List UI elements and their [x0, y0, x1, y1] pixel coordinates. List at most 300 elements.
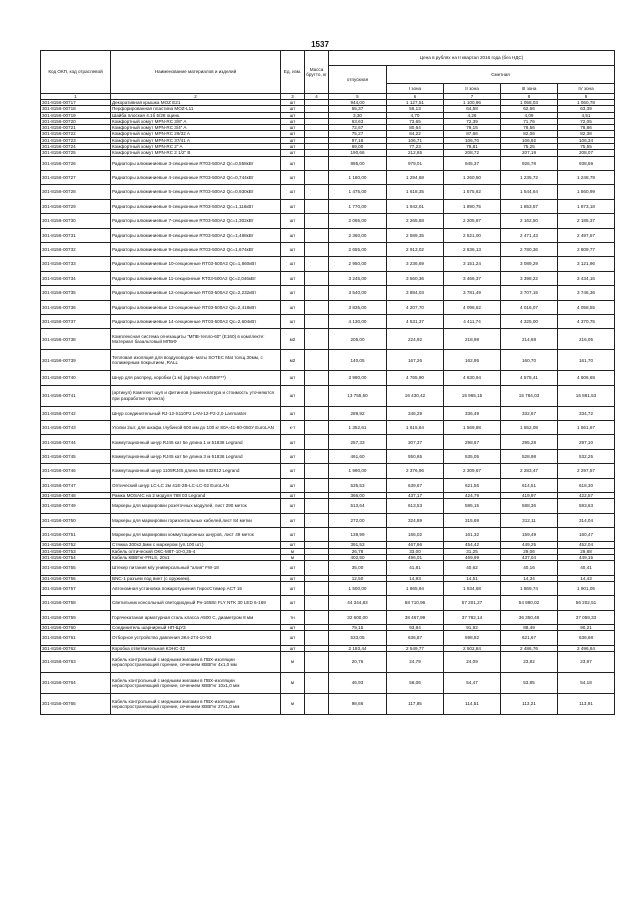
header-mass: Масса брутто, кг — [305, 51, 329, 94]
cell-price: 454,42 — [444, 542, 501, 548]
cell-name: Радиаторы алюминиевые 11-секционные RT03-500A2 Qc=2,046кВт — [111, 271, 281, 285]
cell-name: Автономная установка пожаротушения ГиросСтимер АСТ 15 — [111, 581, 281, 595]
cell-price: 461,60 — [329, 449, 387, 463]
cell-price: 97,18 — [329, 137, 387, 143]
cell-price: 4 207,70 — [387, 300, 444, 314]
cell-price: 3 236,69 — [387, 257, 444, 271]
cell-price: 449,25 — [501, 542, 558, 548]
cell-price: 1 575,62 — [444, 185, 501, 199]
cell-price: 314,04 — [558, 513, 615, 527]
table-row — [41, 528, 615, 542]
cell-price: 614,51 — [501, 478, 558, 492]
cell-price: 218,98 — [444, 329, 501, 350]
cell-price: 15 881,53 — [558, 385, 615, 406]
cell-price: 58 710,96 — [387, 596, 444, 610]
cell-mass — [305, 371, 329, 385]
cell-price: 452,04 — [558, 542, 615, 548]
cell-unit: шт — [281, 542, 305, 548]
header-zone-2: II зона — [444, 84, 501, 94]
cell-name: BNC-1 разъем под винт (с оружием). — [111, 575, 281, 581]
cell-price: 4,51 — [558, 112, 615, 118]
cell-unit: шт — [281, 144, 305, 150]
cell-price: 4 531,37 — [387, 314, 444, 328]
cell-price: 4 058,55 — [558, 300, 615, 314]
cell-price: 2 309,67 — [444, 464, 501, 478]
cell-unit: шт — [281, 170, 305, 184]
cell-name: Маркеры для маркировки коммутационных шнуров, лист 49 меток — [111, 528, 281, 542]
cell-price: 422,57 — [558, 493, 615, 499]
col-number: 7 — [444, 94, 501, 100]
cell-price: 56,13 — [387, 106, 444, 112]
cell-price: 106,71 — [387, 137, 444, 143]
cell-price: 79,15 — [329, 625, 387, 631]
cell-mass — [305, 673, 329, 694]
cell-unit: шт — [281, 478, 305, 492]
table-row — [41, 561, 615, 575]
cell-price: 63,39 — [558, 106, 615, 112]
table-body — [41, 100, 615, 715]
cell-code: 301-8156-00725 — [41, 150, 111, 156]
cell-price: 40,41 — [558, 561, 615, 575]
cell-unit: шт — [281, 499, 305, 513]
cell-code: 301-8156-00717 — [41, 100, 111, 106]
cell-price: 207,19 — [501, 150, 558, 156]
cell-price: 40,16 — [501, 561, 558, 575]
cell-code: 301-8156-00736 — [41, 300, 111, 314]
cell-price: 1 544,64 — [501, 185, 558, 199]
cell-mass — [305, 286, 329, 300]
cell-price: 106,34 — [558, 137, 615, 143]
cell-unit: шт — [281, 214, 305, 228]
cell-code: 301-8156-00738 — [41, 329, 111, 350]
cell-unit: шт — [281, 645, 305, 651]
cell-price: 14,51 — [444, 575, 501, 581]
cell-price: 14,43 — [558, 575, 615, 581]
cell-price: 98,66 — [329, 694, 387, 715]
cell-price: 38 467,99 — [387, 610, 444, 624]
cell-price: 40,62 — [444, 561, 501, 575]
table-row — [41, 694, 615, 715]
cell-price: 71,76 — [501, 118, 558, 124]
cell-code: 301-8156-00730 — [41, 214, 111, 228]
cell-price: 72,05 — [558, 118, 615, 124]
cell-price: 1 890,75 — [444, 199, 501, 213]
cell-price: 528,98 — [501, 449, 558, 463]
cell-price: 3 245,00 — [329, 271, 387, 285]
cell-price: 1 561,67 — [558, 421, 615, 435]
cell-name: Комфортный хомут MPN-RC 37/41 A — [111, 137, 281, 143]
cell-price: 140,05 — [329, 350, 387, 371]
cell-price: 3 835,00 — [329, 300, 387, 314]
col-number: 5 — [329, 94, 387, 100]
cell-mass — [305, 581, 329, 595]
header-code: Код ОКП, код отраслевой — [41, 51, 111, 94]
cell-price: 75,25 — [501, 144, 558, 150]
table-row — [41, 596, 615, 610]
cell-price: 79,15 — [444, 125, 501, 131]
cell-name: Кабель контрольный с медными жилами в ПВХ-изоляции нераспространяющий горение, сечением КВВГнг 4х1,0 мм — [111, 652, 281, 673]
cell-price: 2 065,00 — [329, 214, 387, 228]
cell-price: 4 016,07 — [501, 300, 558, 314]
cell-code: 301-8156-00753 — [41, 548, 111, 554]
cell-name: Коммутационный шнур RJ45 кат 5е длина 3 м 51836 Legrand — [111, 449, 281, 463]
cell-code: 301-8156-00745 — [41, 449, 111, 463]
cell-mass — [305, 631, 329, 645]
cell-unit: шт — [281, 137, 305, 143]
cell-price: 166,02 — [387, 528, 444, 542]
cell-code: 301-8156-00758 — [41, 596, 111, 610]
cell-price: 62,66 — [501, 106, 558, 112]
cell-price: 53,85 — [501, 673, 558, 694]
cell-price: 106,92 — [501, 137, 558, 143]
cell-price: 224,92 — [387, 329, 444, 350]
cell-name: Рамка MOSAIC на 2 модуля 788 03 Legrand — [111, 493, 281, 499]
cell-price: 2 913,02 — [387, 242, 444, 256]
cell-code: 301-8156-00763 — [41, 652, 111, 673]
cell-unit: шт — [281, 435, 305, 449]
cell-price: 1 058,03 — [501, 100, 558, 106]
cell-name: Кабель оптический ОКС-М8Т-10-0,35-4 — [111, 548, 281, 554]
cell-code: 301-8156-00751 — [41, 528, 111, 542]
cell-price: 31,25 — [444, 548, 501, 554]
cell-price: 2 589,35 — [387, 228, 444, 242]
cell-price: 37 059,33 — [558, 610, 615, 624]
cell-unit: шт — [281, 631, 305, 645]
cell-price: 75,27 — [329, 131, 387, 137]
cell-price: 4,09 — [501, 112, 558, 118]
cell-price: 75,55 — [558, 144, 615, 150]
cell-mass — [305, 300, 329, 314]
cell-code: 301-8156-00765 — [41, 694, 111, 715]
cell-price: 3 398,22 — [501, 271, 558, 285]
cell-price: 77,23 — [387, 144, 444, 150]
cell-price: 621,67 — [501, 631, 558, 645]
cell-price: 2 950,00 — [329, 257, 387, 271]
cell-name: Тепловая изоляция для воздуховодов- маты SOTEC Mat толщ.30мм, с полимерным покрытием ,RALL — [111, 350, 281, 371]
cell-price: 1 475,00 — [329, 185, 387, 199]
cell-price: 80,64 — [387, 125, 444, 131]
cell-price: 1 560,99 — [558, 185, 615, 199]
cell-price: 2 193,44 — [329, 645, 387, 651]
table-row — [41, 610, 615, 624]
cell-unit: шт — [281, 156, 305, 170]
cell-price: 2 162,50 — [501, 214, 558, 228]
cell-code: 301-8156-00759 — [41, 610, 111, 624]
cell-price: 3 540,00 — [329, 286, 387, 300]
cell-unit: м — [281, 555, 305, 561]
cell-code: 301-8156-00752 — [41, 542, 111, 548]
cell-unit: шт — [281, 185, 305, 199]
cell-unit: шт — [281, 596, 305, 610]
col-number: 9 — [558, 94, 615, 100]
cell-price: 295,28 — [501, 435, 558, 449]
cell-price: 979,01 — [387, 156, 444, 170]
cell-price: 2 471,43 — [501, 228, 558, 242]
cell-price: 106,70 — [444, 137, 501, 143]
col-number: 4 — [305, 94, 329, 100]
cell-price: 1 873,18 — [558, 199, 615, 213]
table-row — [41, 513, 615, 527]
cell-name: Горячекатаная арматурная сталь класса А500 С, диаметром 8 мм — [111, 610, 281, 624]
cell-price: 1 942,01 — [387, 199, 444, 213]
cell-price: 54,47 — [444, 673, 501, 694]
cell-price: 1 618,35 — [387, 185, 444, 199]
cell-price: 190,66 — [329, 150, 387, 156]
cell-code: 301-8156-00757 — [41, 581, 111, 595]
cell-unit: тн — [281, 610, 305, 624]
cell-price: 35,00 — [329, 561, 387, 575]
cell-unit: к-т — [281, 421, 305, 435]
cell-price: 3 746,36 — [558, 286, 615, 300]
cell-mass — [305, 561, 329, 575]
cell-code: 301-8156-00755 — [41, 561, 111, 575]
cell-price: 346,29 — [387, 406, 444, 420]
cell-price: 82,38 — [558, 131, 615, 137]
cell-mass — [305, 610, 329, 624]
table-row — [41, 329, 615, 350]
cell-price: 513,64 — [329, 499, 387, 513]
cell-code: 301-8156-00718 — [41, 106, 111, 112]
cell-mass — [305, 156, 329, 170]
table-row — [41, 300, 615, 314]
cell-unit: шт — [281, 575, 305, 581]
cell-unit: м — [281, 548, 305, 554]
cell-price: 1 060,78 — [558, 100, 615, 106]
cell-price: 4 411,74 — [444, 314, 501, 328]
cell-name: Комфортный хомут MPN-RC 2 1/2" B — [111, 150, 281, 156]
cell-price: 55,37 — [329, 106, 387, 112]
cell-price: 160,70 — [501, 350, 558, 371]
cell-price: 598,82 — [444, 631, 501, 645]
cell-price: 15 784,03 — [501, 385, 558, 406]
cell-price: 3 434,16 — [558, 271, 615, 285]
cell-price: 161,32 — [444, 528, 501, 542]
table-row — [41, 406, 615, 420]
cell-price: 13 755,50 — [329, 385, 387, 406]
cell-name: Комфортный хомут MPN-RC 2" A — [111, 144, 281, 150]
cell-name: Радиаторы алюминиевые 13-секционные RT03-500A2 Qc=2,418кВт — [111, 300, 281, 314]
cell-price: 469,99 — [444, 555, 501, 561]
cell-price: 2 780,36 — [501, 242, 558, 256]
cell-price: 1 248,79 — [558, 170, 615, 184]
cell-price: 216,05 — [558, 329, 615, 350]
table-row — [41, 286, 615, 300]
cell-price: 4 630,94 — [444, 371, 501, 385]
cell-price: 88,49 — [501, 625, 558, 631]
cell-unit: шт — [281, 493, 305, 499]
cell-price: 324,89 — [387, 513, 444, 527]
cell-price: 82,06 — [501, 131, 558, 137]
header-price-title: Цена в рублях на II квартал 2016 года (без НДС) — [329, 51, 615, 66]
cell-price: 162,95 — [444, 350, 501, 371]
cell-price: 54,18 — [558, 673, 615, 694]
cell-price: 139,99 — [329, 528, 387, 542]
cell-code: 301-8156-00764 — [41, 673, 111, 694]
table-row — [41, 652, 615, 673]
cell-price: 938,59 — [558, 156, 615, 170]
cell-price: 4,70 — [387, 112, 444, 118]
cell-mass — [305, 513, 329, 527]
cell-code: 301-8156-00740 — [41, 371, 111, 385]
cell-price: 1 100,96 — [444, 100, 501, 106]
cell-mass — [305, 464, 329, 478]
cell-price: 24,79 — [387, 652, 444, 673]
cell-unit: шт — [281, 385, 305, 406]
cell-price: 1 235,72 — [501, 170, 558, 184]
cell-price: 621,56 — [444, 478, 501, 492]
cell-price: 289,92 — [329, 406, 387, 420]
cell-code: 301-8156-00732 — [41, 242, 111, 256]
cell-price: 4 096,62 — [444, 300, 501, 314]
cell-name: Шнур для распред. коробки (1 м) (артикул A44559***) — [111, 371, 281, 385]
cell-code: 301-8156-00744 — [41, 435, 111, 449]
table-row — [41, 214, 615, 228]
cell-price: 2 360,00 — [329, 228, 387, 242]
cell-name: Маркеры для маркировки горизонтальных кабелей,лист 84 метки — [111, 513, 281, 527]
cell-price: 437,17 — [387, 493, 444, 499]
table-row — [41, 170, 615, 184]
cell-price: 26,78 — [329, 548, 387, 554]
cell-code: 301-8156-00743 — [41, 421, 111, 435]
cell-code: 301-8156-00724 — [41, 144, 111, 150]
cell-price: 161,70 — [558, 350, 615, 371]
col-number: 3 — [281, 94, 305, 100]
cell-price: 636,87 — [387, 631, 444, 645]
cell-name: Штекер питания м/у универсальный "алия" FW-18 — [111, 561, 281, 575]
cell-price: 1 260,50 — [444, 170, 501, 184]
cell-mass — [305, 652, 329, 673]
cell-mass — [305, 385, 329, 406]
cell-price: 4 578,41 — [501, 371, 558, 385]
table-row — [41, 435, 615, 449]
cell-price: 1 569,88 — [444, 421, 501, 435]
table-row — [41, 228, 615, 242]
cell-price: 114,51 — [444, 694, 501, 715]
cell-code: 301-8156-00756 — [41, 575, 111, 581]
cell-unit: шт — [281, 464, 305, 478]
cell-price: 885,00 — [329, 156, 387, 170]
cell-price: 535,05 — [444, 449, 501, 463]
cell-price: 78,56 — [501, 125, 558, 131]
cell-price: 496,01 — [387, 555, 444, 561]
cell-price: 1 500,00 — [329, 581, 387, 595]
cell-price: 533,05 — [329, 631, 387, 645]
cell-price: 208,72 — [444, 150, 501, 156]
cell-price: 1 869,74 — [501, 581, 558, 595]
cell-mass — [305, 271, 329, 285]
cell-code: 301-8156-00761 — [41, 631, 111, 645]
cell-mass — [305, 199, 329, 213]
cell-mass — [305, 228, 329, 242]
cell-price: 402,50 — [329, 555, 387, 561]
cell-code: 301-8156-00735 — [41, 286, 111, 300]
cell-price: 3 121,96 — [558, 257, 615, 271]
cell-price: 3 560,36 — [387, 271, 444, 285]
cell-price: 1 990,00 — [329, 464, 387, 478]
cell-price: 3 781,49 — [444, 286, 501, 300]
cell-price: 550,65 — [387, 449, 444, 463]
cell-price: 312,11 — [501, 513, 558, 527]
cell-price: 307,37 — [387, 435, 444, 449]
cell-price: 46,93 — [329, 673, 387, 694]
cell-code: 301-8156-00762 — [41, 645, 111, 651]
cell-code: 301-8156-00723 — [41, 137, 111, 143]
cell-price: 1 294,68 — [387, 170, 444, 184]
cell-price: 336,49 — [444, 406, 501, 420]
cell-price: 1 901,05 — [558, 581, 615, 595]
cell-unit: шт — [281, 228, 305, 242]
col-number: 1 — [41, 94, 111, 100]
cell-price: 24,09 — [444, 652, 501, 673]
col-number: 2 — [111, 94, 281, 100]
table-row — [41, 199, 615, 213]
table-row — [41, 185, 615, 199]
cell-price: 2 809,77 — [558, 242, 615, 256]
cell-name: Радиаторы алюминиевые 8-секционные RT03-500A2 Qc=1,488кВт — [111, 228, 281, 242]
cell-unit: шт — [281, 257, 305, 271]
cell-price: 595,15 — [444, 499, 501, 513]
cell-unit: шт — [281, 625, 305, 631]
price-table — [40, 50, 615, 715]
cell-price: 2 265,68 — [387, 214, 444, 228]
cell-price: 214,68 — [501, 329, 558, 350]
cell-price: 117,85 — [387, 694, 444, 715]
table-row — [41, 156, 615, 170]
cell-name: Шнур соединительный RJ-12-S110P2 LAN-12-P2-2,0 Lanmaster — [111, 406, 281, 420]
cell-code: 301-8156-00722 — [41, 131, 111, 137]
cell-code: 301-8156-00742 — [41, 406, 111, 420]
cell-price: 1 552,08 — [501, 421, 558, 435]
cell-price: 3 089,29 — [501, 257, 558, 271]
cell-code: 301-8156-00734 — [41, 271, 111, 285]
cell-name: Комфортный хомут MPN-RC 3/8" A — [111, 118, 281, 124]
cell-name: Перфорированная пластина MOZ-L11 — [111, 106, 281, 112]
header-zone-3: III зона — [501, 84, 558, 94]
cell-code: 301-8156-00721 — [41, 125, 111, 131]
cell-name: Радиаторы алюминиевые 10-секционные RT03-500A2 Qc=1,860кВт — [111, 257, 281, 271]
cell-price: 1 770,00 — [329, 199, 387, 213]
col-number: 8 — [501, 94, 558, 100]
cell-code: 301-8156-00733 — [41, 257, 111, 271]
cell-price: 1 934,68 — [444, 581, 501, 595]
cell-mass — [305, 185, 329, 199]
cell-unit: шт — [281, 286, 305, 300]
cell-name: Отборное устройство давления ЗК4-274-10-93 — [111, 631, 281, 645]
cell-price: 1 865,94 — [387, 581, 444, 595]
cell-price: 2 502,84 — [444, 645, 501, 651]
cell-code: 301-8156-00729 — [41, 199, 111, 213]
cell-price: 33,00 — [387, 548, 444, 554]
cell-price: 1 180,00 — [329, 170, 387, 184]
cell-unit: шт — [281, 581, 305, 595]
cell-name: Радиаторы алюминиевые 9-секционные RT03-500A2 Qc=1,674кВт — [111, 242, 281, 256]
cell-price: 29,88 — [558, 548, 615, 554]
table-row — [41, 271, 615, 285]
cell-code: 301-8156-00728 — [41, 185, 111, 199]
table-row — [41, 314, 615, 328]
table-row — [41, 350, 615, 371]
table-row — [41, 421, 615, 435]
cell-code: 301-8156-00720 — [41, 118, 111, 124]
header-unit: Ед. изм. — [281, 51, 305, 94]
cell-price: 639,67 — [387, 478, 444, 492]
cell-price: 75,81 — [444, 144, 501, 150]
cell-unit: шт — [281, 242, 305, 256]
cell-mass — [305, 694, 329, 715]
cell-mass — [305, 242, 329, 256]
cell-unit: шт — [281, 199, 305, 213]
cell-name: Радиаторы алюминиевые 4-секционные RT03-500A2 Qc=0,744кВт — [111, 170, 281, 184]
